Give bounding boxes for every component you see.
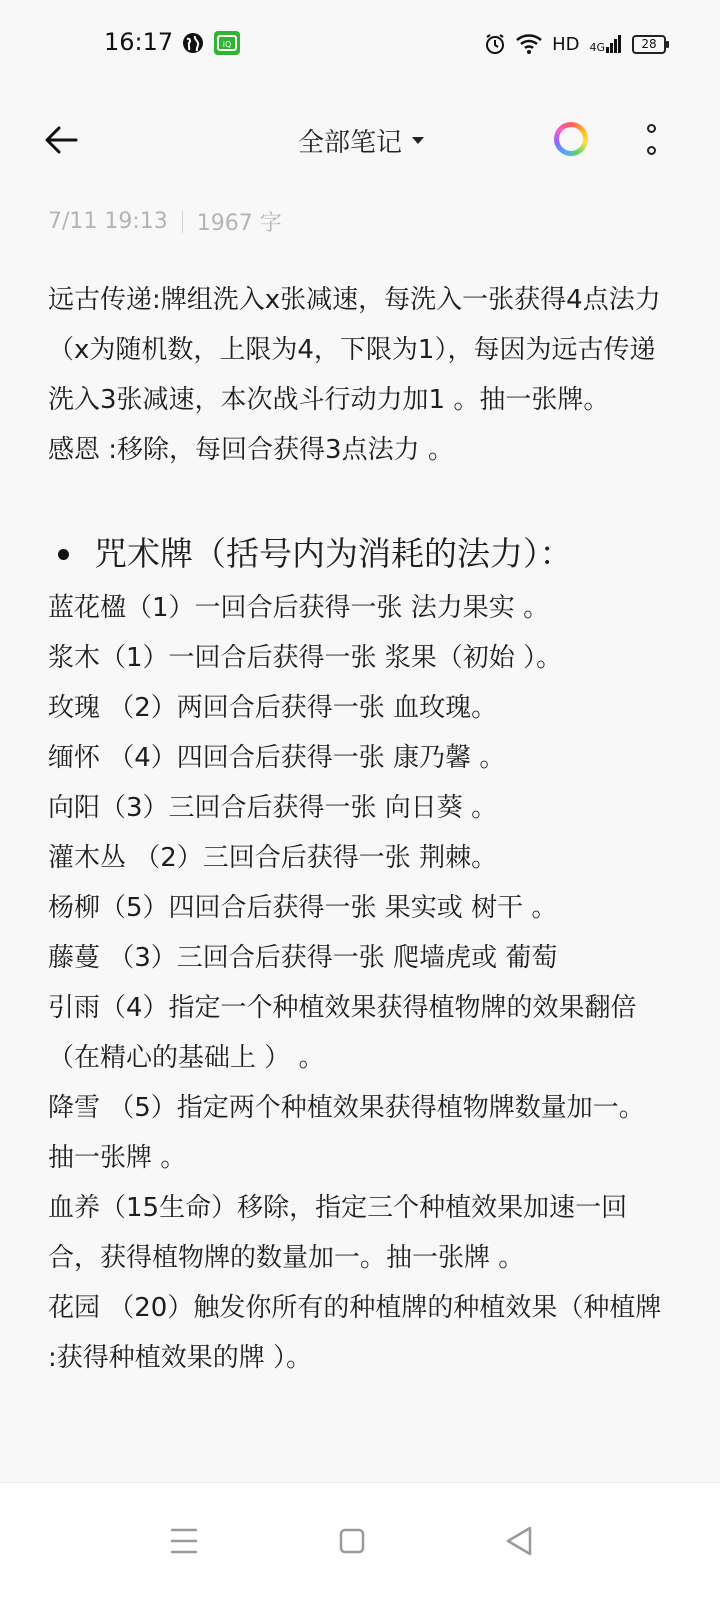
bullet-heading xyxy=(48,525,668,583)
card-line: 引雨（4）指定一个种植效果获得植物牌的效果翻倍（在精心的基础上 ） 。 xyxy=(48,993,637,1073)
folder-title: 全部笔记 xyxy=(298,127,403,158)
status-bar xyxy=(0,0,720,90)
more-options-icon[interactable] xyxy=(640,120,664,160)
note-paragraph: 感恩 :移除，每回合获得3点法力 。 xyxy=(48,435,454,465)
system-nav-bar xyxy=(0,1482,720,1601)
card-line: 藤蔓 （3）三回合后获得一张 爬墙虎或 葡萄 xyxy=(48,943,558,973)
status-time: 16:17 xyxy=(104,28,174,56)
card-line: 浆木（1）一回合后获得一张 浆果（初始 ）。 xyxy=(48,643,563,673)
globe-icon xyxy=(182,32,204,54)
status-right-group xyxy=(484,28,666,60)
note-meta xyxy=(48,206,282,237)
note-date: 7/11 19:13 xyxy=(48,209,168,234)
signal-type-label: 4G xyxy=(589,41,605,54)
bullet-dot-icon xyxy=(58,549,69,560)
note-paragraph: 远古传递:牌组洗入x张减速，每洗入一张获得4点法力（x为随机数，上限为4，下限为1），每因为远古传递洗入3张减速，本次战斗行动力加1 。抽一张牌。 xyxy=(48,285,661,415)
card-line: 蓝花楹（1）一回合后获得一张 法力果实 。 xyxy=(48,593,550,623)
home-square-icon[interactable] xyxy=(322,1511,382,1571)
battery-icon: 28 xyxy=(632,35,666,54)
wifi-icon xyxy=(516,34,542,54)
meta-divider xyxy=(182,211,183,233)
back-triangle-icon[interactable] xyxy=(490,1511,550,1571)
card-line: 缅怀 （4）四回合后获得一张 康乃馨 。 xyxy=(48,743,506,773)
word-count: 1967 字 xyxy=(196,211,282,236)
card-line: 灌木丛 （2）三回合后获得一张 荆棘。 xyxy=(48,843,498,873)
back-arrow-icon[interactable] xyxy=(40,118,84,162)
card-line: 降雪 （5）指定两个种植效果获得植物牌数量加一。抽一张牌 。 xyxy=(48,1093,645,1173)
card-line: 血养（15生命）移除，指定三个种植效果加速一回合，获得植物牌的数量加一。抽一张牌 。 xyxy=(48,1193,628,1273)
network-label: HD xyxy=(552,33,580,55)
heading-text: 咒术牌（括号内为消耗的法力）： xyxy=(94,534,573,573)
folder-dropdown[interactable] xyxy=(298,122,424,158)
menu-icon[interactable] xyxy=(154,1511,214,1571)
signal-bars-icon xyxy=(606,35,622,53)
svg-text:iQ: iQ xyxy=(222,40,232,49)
note-body[interactable] xyxy=(48,275,668,1383)
iqiyi-app-icon xyxy=(214,31,240,55)
toolbar xyxy=(0,100,720,180)
chevron-down-icon xyxy=(412,137,424,144)
card-line: 玫瑰 （2）两回合后获得一张 血玫瑰。 xyxy=(48,693,498,723)
card-line: 向阳（3）三回合后获得一张 向日葵 。 xyxy=(48,793,498,823)
card-line: 杨柳（5）四回合后获得一张 果实或 树干 。 xyxy=(48,893,558,923)
signal-icon xyxy=(589,35,622,53)
card-line: 花园 （20）触发你所有的种植牌的种植效果（种植牌 :获得种植效果的牌 ）。 xyxy=(48,1293,662,1373)
color-palette-icon[interactable] xyxy=(554,122,588,156)
blank-line xyxy=(48,475,668,525)
alarm-icon xyxy=(484,33,506,55)
